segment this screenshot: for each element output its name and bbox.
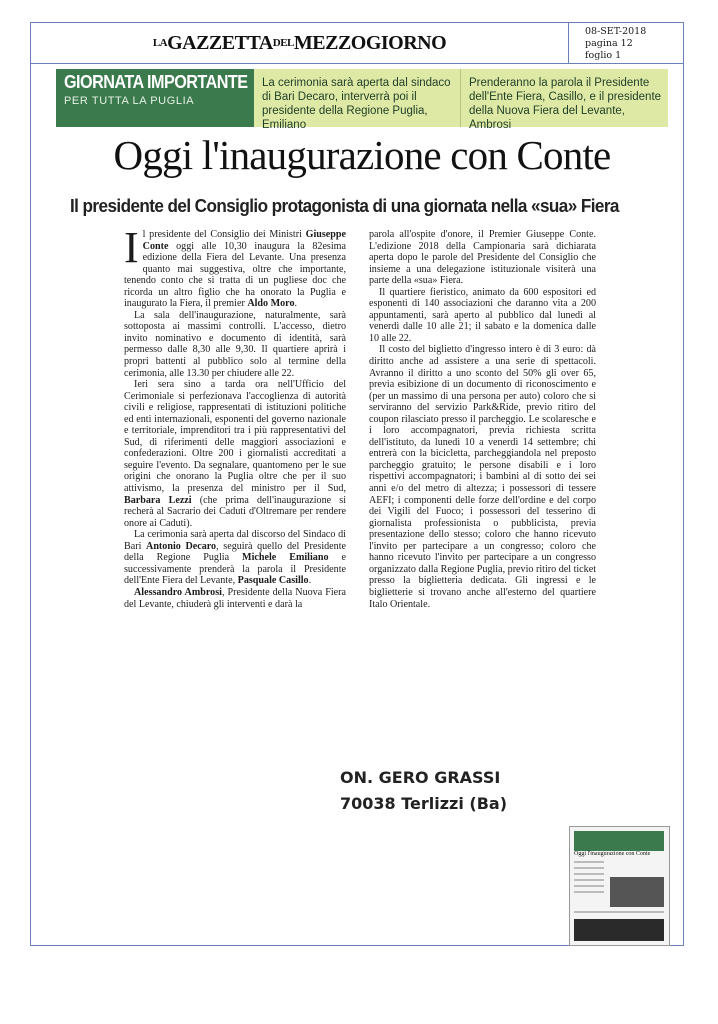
summary-box-decaro: La cerimonia sarà aperta dal sindaco di Bari Decaro, interverrà poi il presidente della Regione Puglia, Emiliano <box>254 69 461 127</box>
thumbnail-line <box>574 867 604 869</box>
clip-page: pagina 12 <box>585 38 633 49</box>
paragraph: Il presidente del Consiglio dei Ministri Giuseppe Conte oggi alle 10,30 inaugura la 82esima edizione della Fiera del Levante. Una presenza quanto mai suggestiva, oltre che importante, tenendo conto che si tratta di un pugliese doc che ricorda un altro figlio che ha onorato la Puglia e inaugurato la Fiera, il premier Aldo Moro. <box>124 223 346 310</box>
summary-box-casillo: Prenderanno la parola il Presidente dell'Ente Fiera, Casillo, e il presidente della Nuova Fiera del Levante, Ambrosi <box>461 69 668 127</box>
article-subhead: Il presidente del Consiglio protagonista di una giornata nella «sua» Fiera <box>70 196 619 216</box>
page-thumbnail <box>569 826 670 946</box>
header-row <box>31 23 683 64</box>
article-headline: Oggi l'inaugurazione con Conte <box>113 132 611 178</box>
kicker-subtitle: PER TUTTA LA PUGLIA <box>64 95 195 107</box>
article-column-2 <box>369 229 596 610</box>
article-column-1 <box>124 223 346 610</box>
stamp-address: 70038 Terlizzi (Ba) <box>340 794 508 813</box>
dropcap: I <box>124 223 139 272</box>
thumbnail-line <box>574 873 604 875</box>
paragraph: Ieri sera sino a tarda ora nell'Ufficio del Cerimoniale si perfezionava l'accoglienza di autorità civili e religiose, rappresentati di istituzioni politiche ed enti internazionali, esponenti del governo nazionale e territoriale, imprenditori tra i più rappresentativi del Sud, di riferimenti delle maggiori associazioni e confederazioni. Oltre 200 i giornalisti accreditati a seguire l'evento. Da segnalare, quantomeno per le sue origini che onorano la Puglia oltre che per il suo attivismo, la presenza del ministro per il Sud, Barbara Lezzi (che prima dell'inaugurazione si recherà al Sacrario dei Caduti d'Oltremare per rendere onore ai Caduti). <box>124 379 346 529</box>
newspaper-masthead: LA GAZZETTA DEL MEZZOGIORNO <box>152 31 447 54</box>
paragraph: La sala dell'inaugurazione, naturalmente, sarà sottoposta ai massimi controlli. L'accesso, dietro invito nominativo e documento di identità, sarà permesso dalle 8,30 alle 9,30. Il quartiere aprirà i propri battenti al pubblico solo al termine della cerimonia, alle 13.30 per chiudere alle 22. <box>124 309 346 379</box>
thumbnail-line <box>574 891 604 893</box>
clip-date: 08-SET-2018 <box>585 26 647 37</box>
kicker-box <box>56 69 254 127</box>
thumbnail-band <box>574 831 664 851</box>
thumbnail-line <box>574 885 604 887</box>
thumbnail-headline: Oggi l'inaugurazione con Conte <box>574 851 651 857</box>
clipping-meta <box>568 23 683 63</box>
thumbnail-ad <box>574 919 664 941</box>
paragraph: Il quartiere fieristico, animato da 600 espositori ed esponenti di 140 associazioni che daranno vita a 200 appuntamenti, sarà aperto al pubblico dal lunedì al venerdì dalle 10 alle 21; il sabato e la domenica dalle 10 alle 22. <box>369 286 596 344</box>
thumbnail-line <box>574 911 664 913</box>
kicker-title: GIORNATA IMPORTANTE <box>64 72 248 92</box>
thumbnail-line <box>574 879 604 881</box>
stamp-name: ON. GERO GRASSI <box>340 768 501 787</box>
paragraph: Il costo del biglietto d'ingresso intero è di 3 euro: dà diritto anche ad assistere a una serie di spettacoli. Avranno il diritto a uno sconto del 50% gli over 65, previa esibizione di un documento di riconoscimento e (per un massimo di una persona per auto) coloro che si serviranno del servizio Park&Ride, previo ritiro del coupon rilasciato presso il parcheggio. Le scolaresche e i loro accompagnatori, previa richiesta scritta dell'istituto, da lunedì 10 a venerdì 14 settembre; chi entrerà con la bicicletta, parcheggiandola nel preposto parcheggio gratuito; le persone disabili e i loro rispettivi accompagnatori; i bambini al di sotto dei sei anni e/o del metro di altezza; i possessori di tessere AEFI; i componenti delle forze dell'ordine e del corpo dei Vigili del Fuoco; i possessori del tesserino di giornalista professionista o pubblicista, previa presentazione dello stesso; coloro che hanno ricevuto l'invito per partecipare a un congresso; coloro che hanno ricevuto l'invito per partecipare a un congresso organizzato dalla Regione Puglia, previo ritiro del ticket presso la biglietteria dedicata. Gli ingressi e le biglietterie si trovano anche all'esterno del quartiere Italo Orientale. <box>369 344 596 610</box>
sender-stamp <box>340 765 507 817</box>
paragraph: parola all'ospite d'onore, il Premier Giuseppe Conte. L'edizione 2018 della Campionaria sarà dichiarata aperta dopo le parole del Presidente del Consiglio che insieme a una delegazione istituzionale visiterà una parte della «sua» Fiera. <box>369 229 596 287</box>
thumbnail-line <box>574 861 604 863</box>
clip-sheet: foglio 1 <box>585 50 622 61</box>
paragraph: La cerimonia sarà aperta dal discorso del Sindaco di Bari Antonio Decaro, seguirà quello del Presidente della Regione Puglia Michele Emiliano e successivamente prenderà la parola il Presidente dell'Ente Fiera del Levante, Pasquale Casillo. <box>124 529 346 587</box>
paragraph: Alessandro Ambrosi, Presidente della Nuova Fiera del Levante, chiuderà gli interventi e darà la <box>124 586 346 610</box>
summary-band <box>56 69 668 131</box>
thumbnail-photo <box>610 877 664 907</box>
